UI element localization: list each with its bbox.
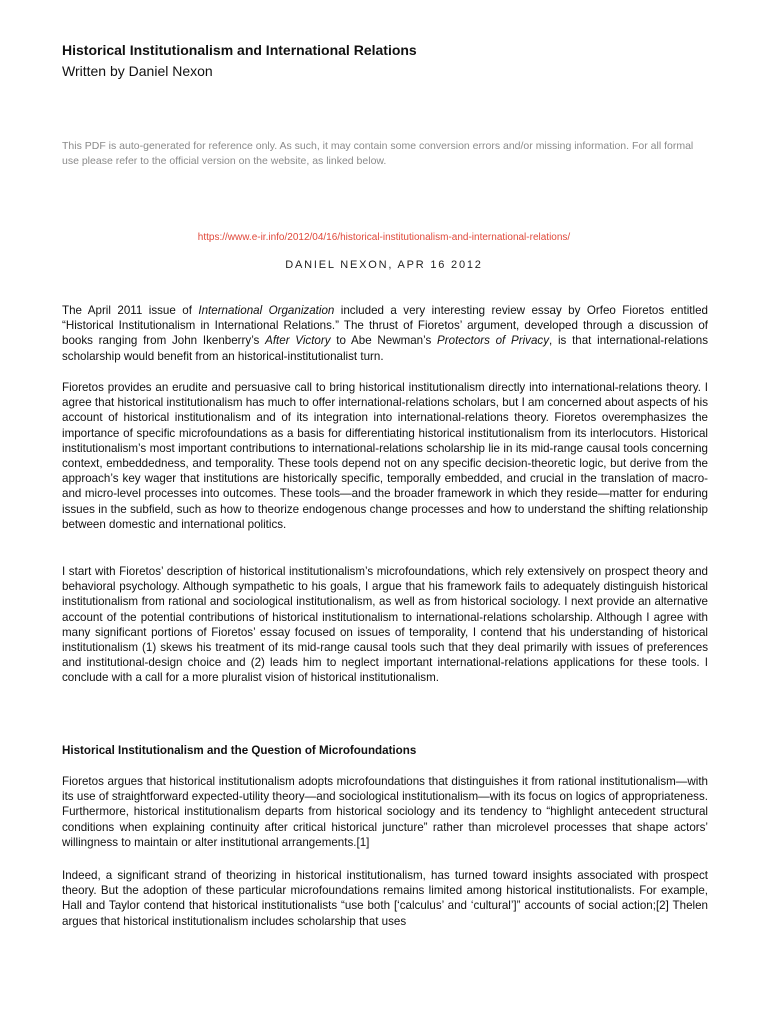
paragraph-3: I start with Fioretos’ description of historical institutionalism’s microfoundations, which rely extensively on prospect theory and behavioral psychology. Although sympathetic to his goals, I argue that his framework fails to adequately distinguish historical institutionalism from rational and sociological institutionalism, as well as from historical sociology. I next provide an alternative account of the potential contributions of historical institutionalism to international-relations scholarship. Although I agree with many significant portions of Fioretos’ essay focused on issues of temporality, I contend that his understanding of historical institutionalism (1) skews his treatment of its mid-range causal tools such that they deal primarily with issues of preferences and institutional-design choice and (2) leads him to neglect important international-relations applications for these tools. I conclude with a call for a more pluralist vision of historical institutionalism. — [62, 565, 708, 685]
paragraph-4: Fioretos argues that historical institutionalism adopts microfoundations that distinguishes it from rational institutionalism—with its use of straightforward expected-utility theory—and sociological institutionalism—with its focus on logics of appropriateness. Furthermore, historical institutionalism departs from historical sociology and its tendency to “highlight antecedent structural conditions when explaining continuity after critical historical juncture” rather than microlevel processes that shape actors’ willingness to maintain or alter institutional arrangements.[1] — [62, 775, 708, 849]
paragraph-1-text-e: to Abe Newman’s — [330, 334, 438, 348]
paragraph-1 — [62, 303, 708, 364]
paragraph-5: Indeed, a significant strand of theorizing in historical institutionalism, has turned toward insights associated with prospect theory. But the adoption of these particular microfoundations remains limited among historical institutionalists. For example, Hall and Taylor contend that historical institutionalists “use both [‘calculus’ and ‘cultural’]” accounts of social action;[2] Thelen argues that historical institutionalism includes scholarship that uses — [62, 869, 708, 928]
section-heading-microfoundations: Historical Institutionalism and the Question of Microfoundations — [62, 744, 417, 757]
paragraph-1-text-a: The April 2011 issue of — [62, 304, 199, 317]
paragraph-2: Fioretos provides an erudite and persuasive call to bring historical institutionalism directly into international-relations theory. I agree that historical institutionalism has much to offer international-relations scholars, but I am concerned about aspects of his account of historical institutionalism and of its integration into international-relations theory. Fioretos overemphasizes the importance of specific microfoundations as a basis for differentiating historical institutionalism from its interlocutors. Historical institutionalism’s most important contributions to international-relations scholarship lie in its mid-range causal tools concerning context, embeddedness, and temporality. These tools depend not on any specific decision-theoretic logic, but derive from the approach’s key wager that institutions are historically specific, temporally embedded, and crucial in the translation of macro- and micro-level processes into outcomes. These tools—and the broader framework in which they reside—matter for enduring issues in the subfield, such as how to theorize endogenous change processes and how to understand the shifting relationship between domestic and international politics. — [62, 381, 708, 531]
book-title-protectors-of-privacy: Protectors of Privacy — [437, 334, 550, 348]
book-title-after-victory: After Victory — [265, 334, 331, 348]
author-byline: Written by Daniel Nexon — [62, 63, 213, 79]
paragraph-1-text-c: included a very interesting review essay by Orfeo Fioretos entitled “Historical Institutionalism in International Relations.” The thrust of Fioretos’ argument, developed through a discussion of books ranging from John Ikenberry’s — [62, 304, 708, 348]
paragraph-1-text-g: , is that international-relations scholarship would benefit from an historical-institutionalist turn. — [62, 334, 708, 363]
journal-title-international-organization: International Organization — [198, 304, 335, 317]
document-title: Historical Institutionalism and International Relations — [62, 42, 417, 58]
source-url-link[interactable]: https://www.e-ir.info/2012/04/16/historical-institutionalism-and-international-relations/ — [197, 232, 571, 243]
dateline: DANIEL NEXON, APR 16 2012 — [285, 259, 483, 271]
pdf-disclaimer: This PDF is auto-generated for reference only. As such, it may contain some conversion errors and/or missing information. For all formal use please refer to the official version on the website, as linked below. — [62, 140, 694, 167]
